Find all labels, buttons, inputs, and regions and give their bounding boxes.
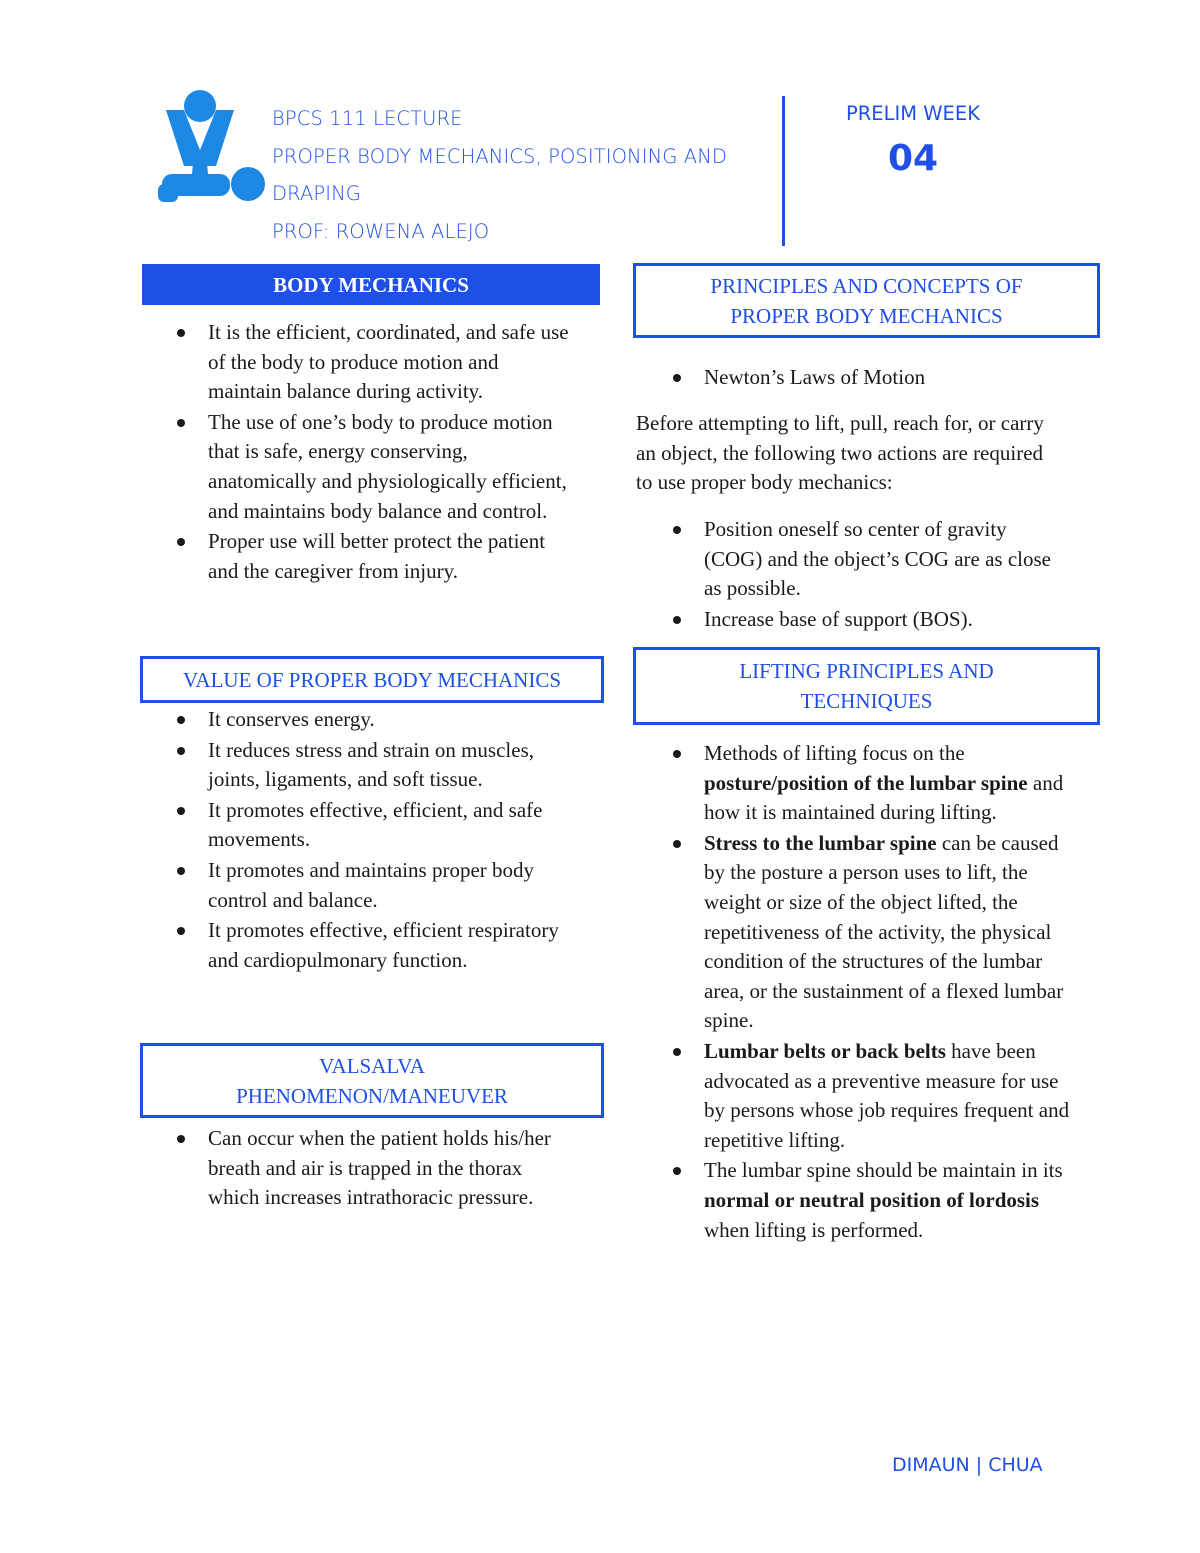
list-item: It reduces stress and strain on muscles, joints, ligaments, and soft tissue. <box>174 736 574 795</box>
lifting-list <box>670 739 1070 1246</box>
body-mechanics-list <box>174 318 574 587</box>
list-item: It promotes effective, efficient, and safe movements. <box>174 796 574 855</box>
section-heading-value <box>140 656 604 703</box>
list-item <box>670 1156 1070 1245</box>
list-item: It conserves energy. <box>174 705 574 735</box>
heading-text-line2: PROPER BODY MECHANICS <box>730 303 1003 328</box>
list-item: The use of one’s body to produce motion that is safe, energy conserving, anatomically and physiologically efficient, and maintains body balance and control. <box>174 408 574 526</box>
header-divider <box>782 96 785 246</box>
list-item: Position oneself so center of gravity (COG) and the object’s COG are as close as possible. <box>670 515 1060 604</box>
item-text: when lifting is performed. <box>704 1217 924 1242</box>
week-label: PRELIM WEEK <box>846 102 980 125</box>
list-item: Can occur when the patient holds his/her breath and air is trapped in the thorax which increases intrathoracic pressure. <box>174 1124 574 1213</box>
list-item: It is the efficient, coordinated, and safe use of the body to produce motion and maintain balance during activity. <box>174 318 574 407</box>
item-emphasis: normal or neutral position of lordosis <box>704 1187 1040 1212</box>
list-item <box>670 829 1070 1036</box>
professor-name: PROF: ROWENA ALEJO <box>272 219 490 243</box>
item-text: have been advocated as a preventive measure for use by persons whose job requires frequent and repetitive lifting. <box>704 1038 1070 1152</box>
item-text: Methods of lifting focus on the <box>704 741 965 765</box>
list-item: Newton’s Laws of Motion <box>670 363 1080 393</box>
cpr-person-icon <box>156 88 266 210</box>
lecture-title-line2: DRAPING <box>272 182 362 205</box>
lecture-title-line1: PROPER BODY MECHANICS, POSITIONING AND <box>272 144 728 168</box>
list-item <box>670 1037 1070 1155</box>
heading-text-line2: PHENOMENON/MANEUVER <box>236 1083 508 1108</box>
heading-text-line1: LIFTING PRINCIPLES AND <box>739 659 994 683</box>
valsalva-list <box>174 1124 574 1214</box>
section-heading-valsalva <box>140 1043 604 1118</box>
week-number: 04 <box>888 138 939 179</box>
list-item: Proper use will better protect the patient and the caregiver from injury. <box>174 527 574 586</box>
course-code: BPCS 111 LECTURE <box>272 107 463 130</box>
list-item: Increase base of support (BOS). <box>670 605 1060 635</box>
list-item <box>670 739 1070 828</box>
list-item: It promotes effective, efficient respiratory and cardiopulmonary function. <box>174 916 574 975</box>
item-emphasis: posture/position of the lumbar spine <box>704 770 1028 795</box>
heading-text-line2: TECHNIQUES <box>800 689 933 713</box>
actions-list <box>670 515 1060 635</box>
section-heading-body-mechanics <box>142 264 600 305</box>
item-emphasis: Lumbar belts or back belts <box>704 1038 946 1063</box>
principles-list <box>670 363 1080 394</box>
section-heading-lifting <box>633 647 1100 725</box>
principles-paragraph: Before attempting to lift, pull, reach for, or carry an object, the following two actions are required to use proper body mechanics: <box>636 411 1044 495</box>
value-list <box>174 705 574 976</box>
item-text: The lumbar spine should be maintain in its <box>704 1158 1063 1183</box>
heading-text: VALUE OF PROPER BODY MECHANICS <box>182 667 562 692</box>
heading-text: BODY MECHANICS <box>273 272 469 297</box>
item-text: and how it is maintained during lifting. <box>704 770 1064 825</box>
header-info <box>272 100 762 250</box>
item-text: can be caused by the posture a person uses to lift, the weight or size of the object lifted, the repetitiveness of the activity, the physical condition of the structures of the lumbar area, or the sustainment of a flexed lumbar spine. <box>704 830 1064 1033</box>
heading-text-line1: PRINCIPLES AND CONCEPTS OF <box>710 273 1023 298</box>
footer-authors: DIMAUN | CHUA <box>892 1454 1043 1476</box>
list-item: It promotes and maintains proper body control and balance. <box>174 856 574 915</box>
item-emphasis: Stress to the lumbar spine <box>704 830 937 855</box>
heading-text-line1: VALSALVA <box>319 1053 425 1078</box>
section-heading-principles <box>633 263 1100 338</box>
